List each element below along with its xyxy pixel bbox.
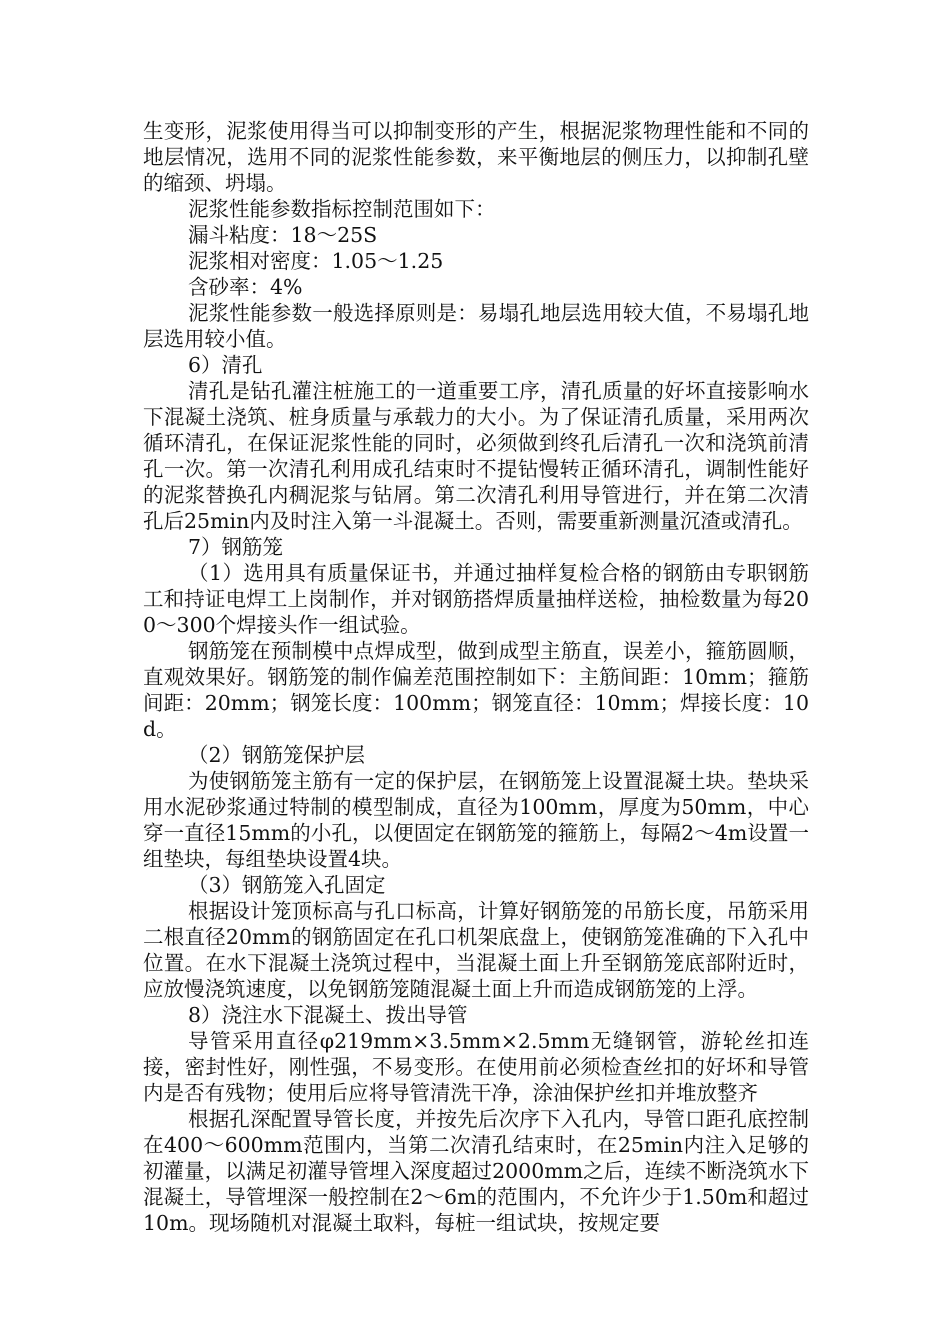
paragraph-mud-deformation: 生变形，泥浆使用得当可以抑制变形的产生，根据泥浆物理性能和不同的地层情况，选用不同的泥浆性能参数，来平衡地层的侧压力，以抑制孔壁的缩颈、坍塌。 xyxy=(143,119,809,195)
paragraph-cover-layer: 为使钢筋笼主筋有一定的保护层，在钢筋笼上设置混凝土块。垫块采用水泥砂浆通过特制的模型制成，直径为100mm，厚度为50mm，中心穿一直径15mm的小孔，以便固定在钢筋笼的箍筋上，每隔2～4m设置一组垫块，每组垫块设置4块。 xyxy=(143,769,809,871)
paragraph-mud-selection-principle: 泥浆性能参数一般选择原则是：易塌孔地层选用较大值，不易塌孔地层选用较小值。 xyxy=(143,301,809,351)
paragraph-hole-cleaning: 清孔是钻孔灌注桩施工的一道重要工序，清孔质量的好坏直接影响水下混凝土浇筑、桩身质量与承载力的大小。为了保证清孔质量，采用两次循环清孔，在保证泥浆性能的同时，必须做到终孔后清孔一次和浇筑前清孔一次。第一次清孔利用成孔结束时不提钻慢转正循环清孔，调制性能好的泥浆替换孔内稠泥浆与钻屑。第二次清孔利用导管进行，并在第二次清孔后25min内及时注入第一斗混凝土。否则，需要重新测量沉渣或清孔。 xyxy=(143,379,809,533)
paragraph-conduit-placement: 根据孔深配置导管长度，并按先后次序下入孔内，导管口距孔底控制在400～600mm范围内，当第二次清孔结束时，在25min内注入足够的初灌量，以满足初灌导管埋入深度超过2000mm之后，连续不断浇筑水下混凝土，导管埋深一般控制在2～6m的范围内，不允许少于1.50m和超过10m。现场随机对混凝土取料，每桩一组试块，按规定要 xyxy=(143,1107,809,1235)
subheading-cage-fixing: （3）钢筋笼入孔固定 xyxy=(188,873,386,897)
paragraph-cage-fixing: 根据设计笼顶标高与孔口标高，计算好钢筋笼的吊筋长度，吊筋采用二根直径20mm的钢筋固定在孔口机架底盘上，使钢筋笼准确的下入孔中位置。在水下混凝土浇筑过程中，当混凝土面上升至钢筋笼底部附近时，应放慢浇筑速度，以免钢筋笼随混凝土面上升而造成钢筋笼的上浮。 xyxy=(143,899,809,1001)
section-heading-hole-cleaning: 6）清孔 xyxy=(188,353,263,377)
paragraph-conduit-spec: 导管采用直径φ219mm×3.5mm×2.5mm无缝钢管，游轮丝扣连接，密封性好，刚性强，不易变形。在使用前必须检查丝扣的好坏和导管内是否有残物；使用后应将导管清洗干净，涂油保护丝扣并堆放整齐 xyxy=(143,1029,809,1105)
paragraph-funnel-viscosity: 漏斗粘度：18～25S xyxy=(188,223,378,247)
subheading-cover-layer: （2）钢筋笼保护层 xyxy=(188,743,366,767)
section-heading-rebar-cage: 7）钢筋笼 xyxy=(188,535,284,559)
paragraph-mud-density: 泥浆相对密度：1.05～1.25 xyxy=(188,249,444,273)
paragraph-rebar-fabrication: （1）选用具有质量保证书，并通过抽样复检合格的钢筋由专职钢筋工和持证电焊工上岗制作，并对钢筋搭焊质量抽样送检，抽检数量为每200～300个焊接头作一组试验。 xyxy=(143,561,809,637)
section-heading-concrete-pouring: 8）浇注水下混凝土、拨出导管 xyxy=(188,1003,468,1027)
paragraph-rebar-tolerance: 钢筋笼在预制模中点焊成型，做到成型主筋直，误差小，箍筋圆顺，直观效果好。钢筋笼的制作偏差范围控制如下：主筋间距：10mm；箍筋间距：20mm；钢笼长度：100mm；钢笼直径：10mm；焊接长度：10d。 xyxy=(143,639,809,741)
document-body xyxy=(143,118,809,1236)
paragraph-mud-params-heading: 泥浆性能参数指标控制范围如下： xyxy=(188,197,496,221)
paragraph-sand-content: 含砂率：4% xyxy=(188,275,303,299)
